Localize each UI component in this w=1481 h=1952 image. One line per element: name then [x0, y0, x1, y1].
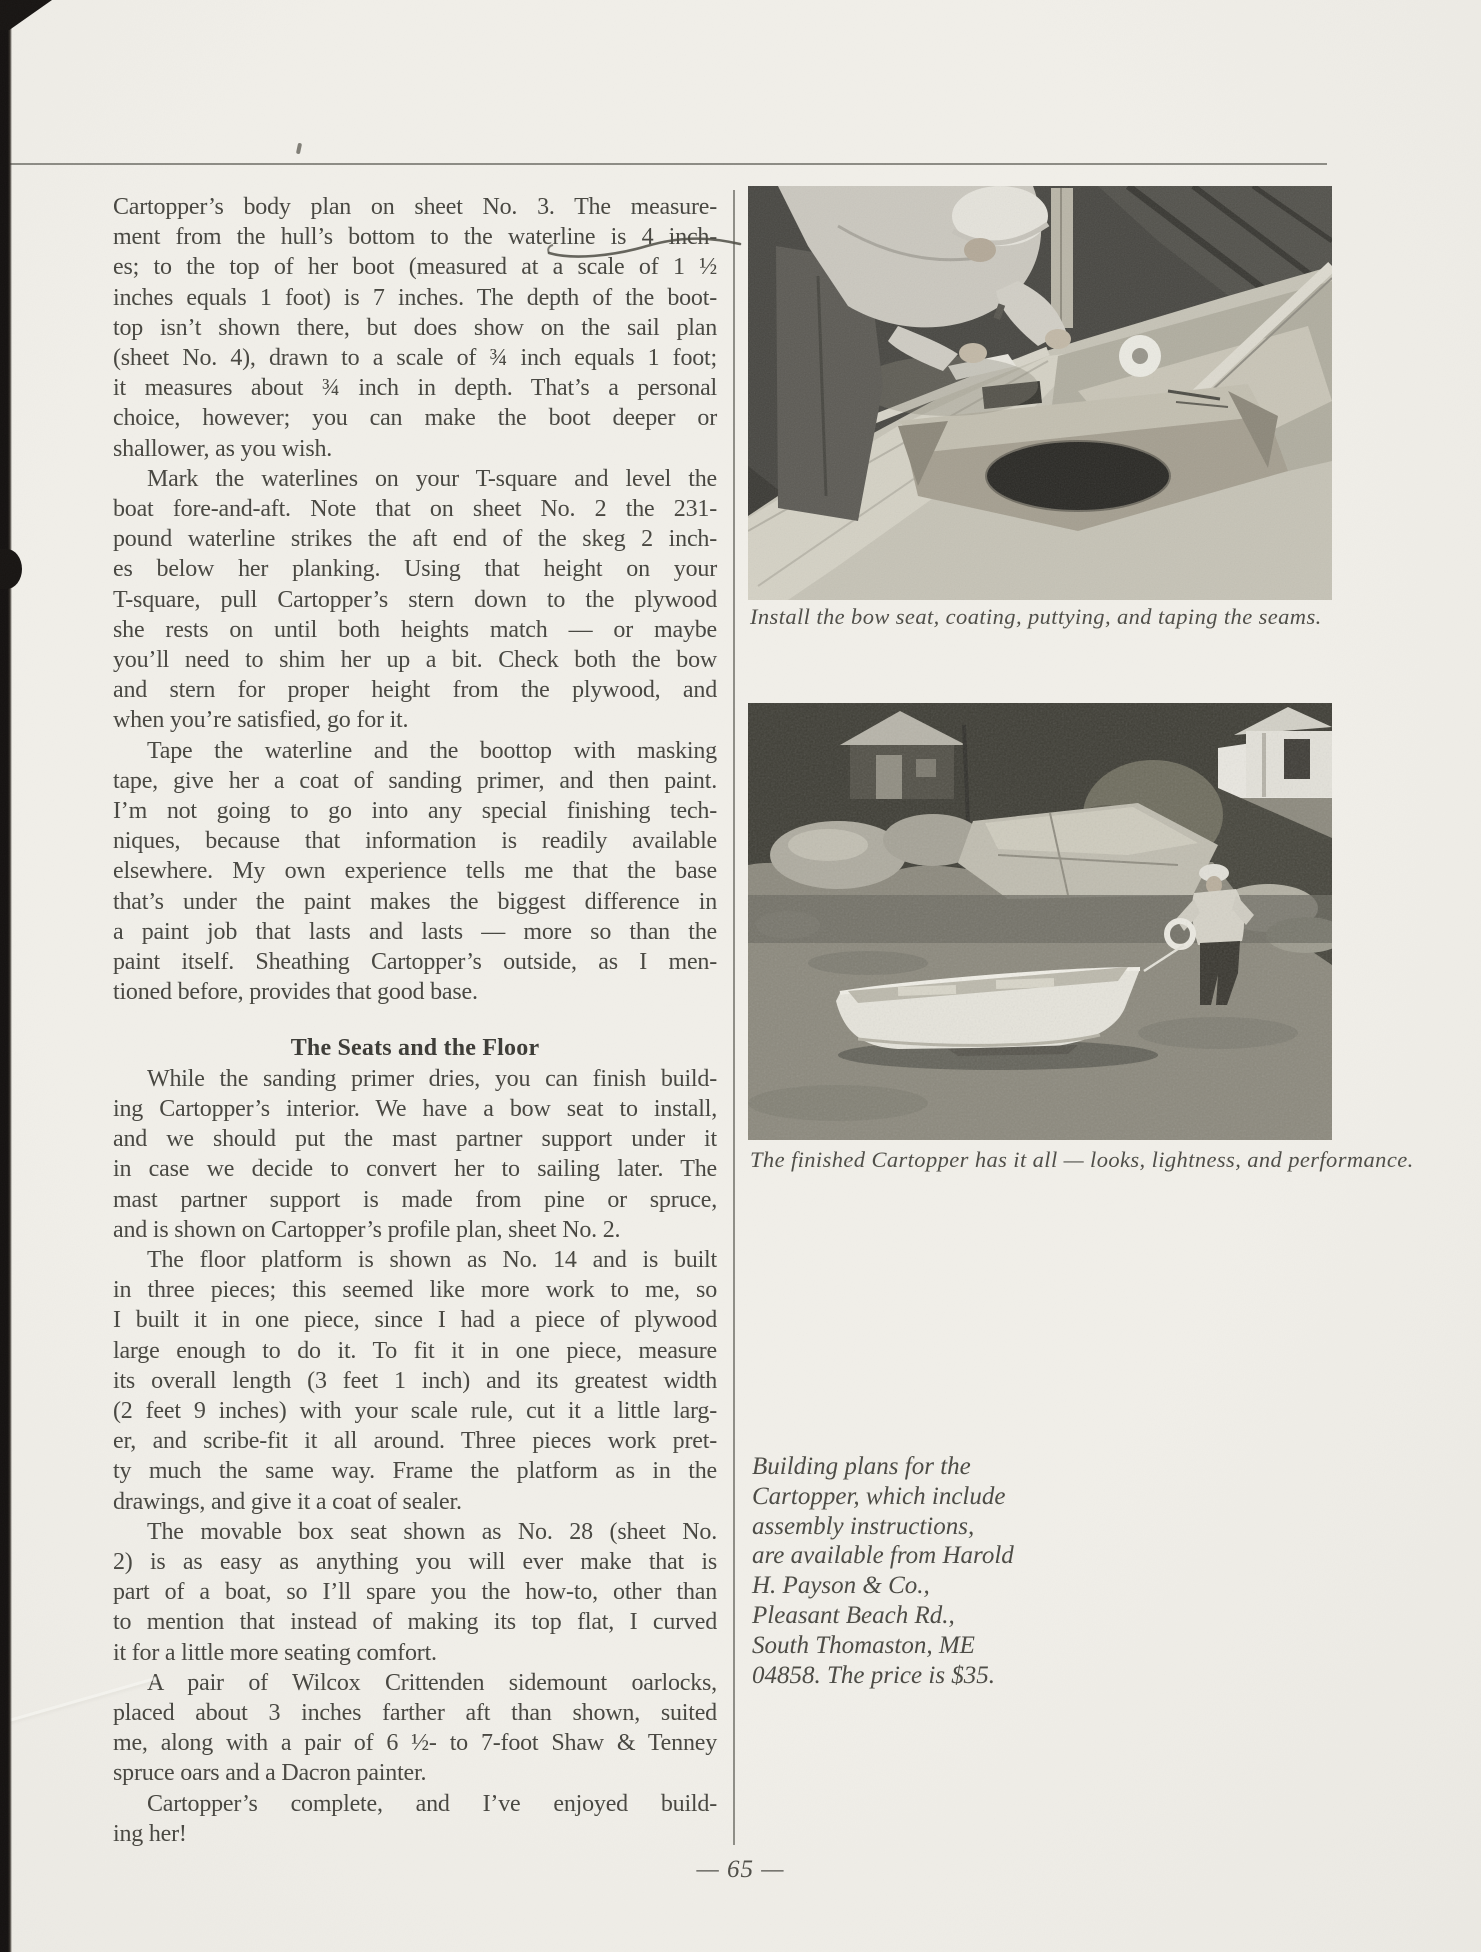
body-text-line: and we should put the mast partner support under it — [113, 1126, 717, 1153]
body-text-line: she rests on until both heights match — or maybe — [113, 616, 717, 643]
body-text-line: The floor platform is shown as No. 14 and is built — [147, 1246, 717, 1273]
body-text-line: Mark the waterlines on your T-square and level the — [147, 465, 717, 492]
body-text-line: it for a little more seating comfort. — [113, 1639, 437, 1666]
body-paragraph — [113, 736, 717, 1008]
photo-install-bow-seat — [748, 186, 1332, 600]
body-text-line: paint itself. Sheathing Cartopper’s outside, as I men- — [113, 949, 717, 976]
body-text-line: when you’re satisfied, go for it. — [113, 707, 409, 734]
ordering-info-line: South Thomaston, ME — [752, 1631, 975, 1659]
body-paragraph — [113, 1064, 717, 1245]
body-text-line: Tape the waterline and the boottop with masking — [147, 737, 717, 764]
body-text-line: a paint job that lasts and lasts — more so than the — [113, 918, 717, 945]
body-text-line: that’s under the paint makes the biggest difference in — [113, 888, 717, 915]
article-text-column — [113, 192, 717, 1849]
body-text-line: and is shown on Cartopper’s profile plan, sheet No. 2. — [113, 1216, 621, 1243]
page-number: — 65 — — [696, 1856, 785, 1883]
body-text-line: The movable box seat shown as No. 28 (sheet No. — [147, 1518, 717, 1545]
ordering-info-line: Cartopper, which include — [752, 1482, 1006, 1510]
body-text-line: ing Cartopper’s interior. We have a bow seat to install, — [113, 1095, 717, 1122]
body-text-line: Cartopper’s body plan on sheet No. 3. The measure- — [113, 194, 717, 220]
body-text-line: T-square, pull Cartopper’s stern down to the plywood — [113, 586, 717, 613]
body-text-line: Cartopper’s complete, and I’ve enjoyed build- — [147, 1790, 717, 1817]
scan-corner-shadow — [0, 0, 52, 30]
body-text-line: and stern for proper height from the plywood, and — [113, 677, 717, 704]
body-text-line: drawings, and give it a coat of sealer. — [113, 1488, 462, 1515]
body-text-line: ty much the same way. Frame the platform as in the — [113, 1458, 717, 1485]
body-text-line: in three pieces; this seemed like more work to me, so — [113, 1277, 717, 1304]
photo-finished-cartopper — [748, 703, 1332, 1140]
body-text-line: large enough to do it. To fit it in one piece, measure — [113, 1337, 717, 1364]
ordering-info-line: are available from Harold — [752, 1542, 1014, 1570]
body-text-line: ment from the hull’s bottom to the waterline is 4 inch- — [113, 224, 717, 251]
body-paragraph — [113, 1789, 717, 1849]
body-text-line: While the sanding primer dries, you can finish build- — [147, 1065, 717, 1092]
ordering-info-line: 04858. The price is $35. — [752, 1661, 996, 1689]
body-paragraph — [113, 1517, 717, 1668]
body-text-line: (2 feet 9 inches) with your scale rule, cut it a little larg- — [113, 1397, 717, 1424]
column-divider-rule — [733, 190, 735, 1845]
body-text-line: es; to the top of her boot (measured at a scale of 1 ½ — [113, 254, 717, 281]
body-text-line: (sheet No. 4), drawn to a scale of ¾ inch equals 1 foot; — [113, 345, 717, 372]
scan-edge-nick — [0, 549, 22, 589]
body-text-line: it measures about ¾ inch in depth. That’s a personal — [113, 375, 717, 402]
body-text-line: tape, give her a coat of sanding primer, and then paint. — [113, 767, 717, 794]
photo-grain — [748, 703, 1332, 1140]
body-text-line: placed about 3 inches farther aft than shown, suited — [113, 1699, 717, 1726]
stray-pen-dot — [296, 143, 302, 155]
body-text-line: you’ll need to shim her up a bit. Check both the bow — [113, 647, 717, 674]
body-text-line: inches equals 1 foot) is 7 inches. The depth of the boot- — [113, 284, 717, 311]
body-text-line: 2) is as easy as anything you will ever make that is — [113, 1548, 717, 1575]
body-text-line: I built it in one piece, since I had a piece of plywood — [113, 1307, 717, 1334]
body-text-line: me, along with a pair of 6 ½- to 7-foot Shaw & Tenney — [113, 1730, 717, 1757]
body-text-line: A pair of Wilcox Crittenden sidemount oarlocks, — [147, 1669, 717, 1696]
body-text-line: elsewhere. My own experience tells me that the base — [113, 858, 717, 885]
ordering-info — [752, 1452, 1222, 1690]
top-rule — [0, 163, 1327, 165]
body-text-line: to mention that instead of making its top flat, I curved — [113, 1609, 717, 1636]
body-paragraph — [113, 464, 717, 736]
body-text-line: tioned before, provides that good base. — [113, 979, 478, 1006]
body-text-line: top isn’t shown there, but does show on the sail plan — [113, 314, 717, 341]
photo-grain — [748, 186, 1332, 600]
ordering-info-line: Pleasant Beach Rd., — [752, 1601, 955, 1629]
body-text-line: boat fore-and-aft. Note that on sheet No. 2 the 231- — [113, 496, 717, 523]
ordering-info-line: H. Payson & Co., — [752, 1572, 930, 1600]
body-text-line: in case we decide to convert her to sailing later. The — [113, 1156, 717, 1183]
body-text-line: ing her! — [113, 1820, 187, 1847]
body-text-line: pound waterline strikes the aft end of the skeg 2 inch- — [113, 526, 717, 553]
body-text-line: mast partner support is made from pine or spruce, — [113, 1186, 717, 1213]
photo-caption-finished: The finished Cartopper has it all — looks, lightness, and performance. — [750, 1147, 1414, 1172]
pen-underline-mark — [545, 233, 745, 265]
photo-caption-install: Install the bow seat, coating, puttying, and taping the seams. — [750, 604, 1322, 629]
scan-edge-left — [0, 0, 12, 1952]
body-text-line: spruce oars and a Dacron painter. — [113, 1760, 427, 1787]
section-heading: The Seats and the Floor — [290, 1035, 540, 1062]
ordering-info-line: assembly instructions, — [752, 1512, 975, 1540]
body-text-line: part of a boat, so I’ll spare you the how-to, other than — [113, 1579, 717, 1606]
body-text-line: es below her planking. Using that height on your — [113, 556, 717, 583]
body-paragraph — [113, 1668, 717, 1789]
body-text-line: choice, however; you can make the boot deeper or — [113, 405, 717, 432]
body-text-line: shallower, as you wish. — [113, 435, 333, 462]
photo-install-bow-seat-image — [748, 186, 1332, 600]
photo-finished-cartopper-image — [748, 703, 1332, 1140]
body-paragraph — [113, 1245, 717, 1517]
body-text-line: er, and scribe-fit it all around. Three pieces work pret- — [113, 1428, 717, 1455]
body-text-line: its overall length (3 feet 1 inch) and its greatest width — [113, 1367, 717, 1394]
body-text-line: I’m not going to go into any special finishing tech- — [113, 798, 717, 825]
body-text-line: niques, because that information is readily available — [113, 828, 717, 855]
ordering-info-line: Building plans for the — [752, 1453, 971, 1480]
